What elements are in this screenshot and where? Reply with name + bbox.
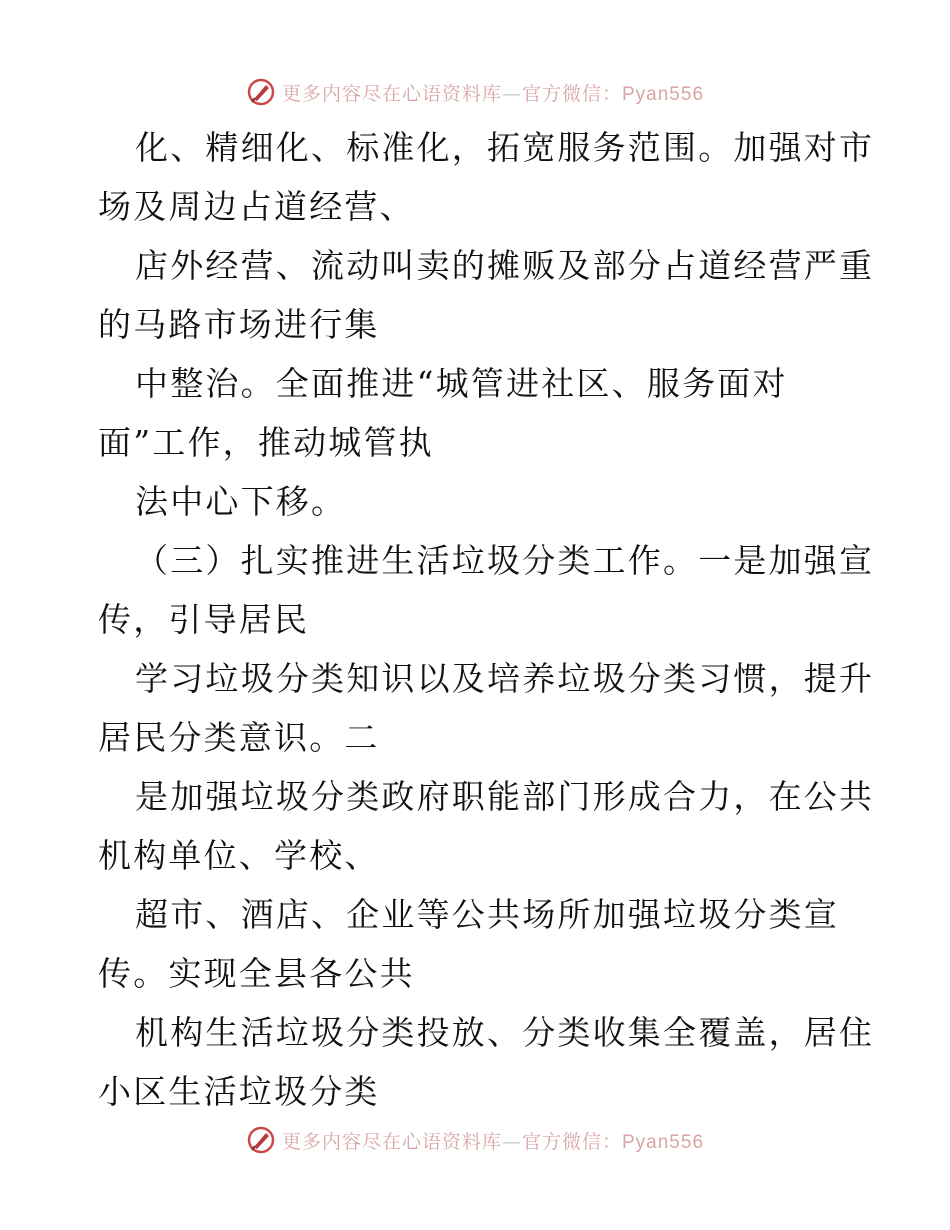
- body-line: 传，引导居民: [98, 600, 310, 639]
- header-watermark: [0, 72, 950, 112]
- body-line: 法中心下移。: [135, 482, 347, 521]
- body-line: 中整治。全面推进“城管进社区、服务面对: [135, 364, 788, 403]
- feather-pen-logo-icon: [246, 77, 276, 107]
- watermark-text: [282, 79, 704, 106]
- watermark-separator: —: [501, 1130, 522, 1153]
- watermark-id: Pyan556: [622, 83, 705, 105]
- body-line: 机构单位、学校、: [98, 836, 380, 875]
- body-line: 店外经营、流动叫卖的摊贩及部分占道经营严重: [135, 246, 875, 285]
- watermark-brand: 更多内容尽在心语资料库: [281, 82, 502, 105]
- watermark-text: [282, 1127, 704, 1154]
- watermark-suffix: 官方微信：: [521, 1130, 622, 1153]
- body-line: 是加强垃圾分类政府职能部门形成合力，在公共: [135, 777, 875, 816]
- document-body: [98, 118, 888, 1121]
- watermark-id: Pyan556: [622, 1131, 705, 1153]
- body-line: 机构生活垃圾分类投放、分类收集全覆盖，居住: [135, 1013, 875, 1052]
- body-line: 化、精细化、标准化，拓宽服务范围。加强对市: [135, 128, 875, 167]
- body-line: 学习垃圾分类知识以及培养垃圾分类习惯，提升: [135, 659, 875, 698]
- watermark-separator: —: [501, 82, 522, 105]
- footer-watermark: [0, 1120, 950, 1160]
- body-line: 超市、酒店、企业等公共场所加强垃圾分类宣: [135, 895, 839, 934]
- body-line: 的马路市场进行集: [98, 305, 380, 344]
- body-line: 场及周边占道经营、: [98, 187, 415, 226]
- body-line: 面”工作，推动城管执: [98, 423, 434, 462]
- feather-pen-logo-icon: [246, 1125, 276, 1155]
- body-line: 传。实现全县各公共: [98, 954, 415, 993]
- section-heading-line: （三）扎实推进生活垃圾分类工作。一是加强宣: [135, 541, 875, 580]
- body-line: 小区生活垃圾分类: [98, 1072, 380, 1111]
- body-line: 居民分类意识。二: [98, 718, 380, 757]
- watermark-suffix: 官方微信：: [521, 82, 622, 105]
- watermark-brand: 更多内容尽在心语资料库: [281, 1130, 502, 1153]
